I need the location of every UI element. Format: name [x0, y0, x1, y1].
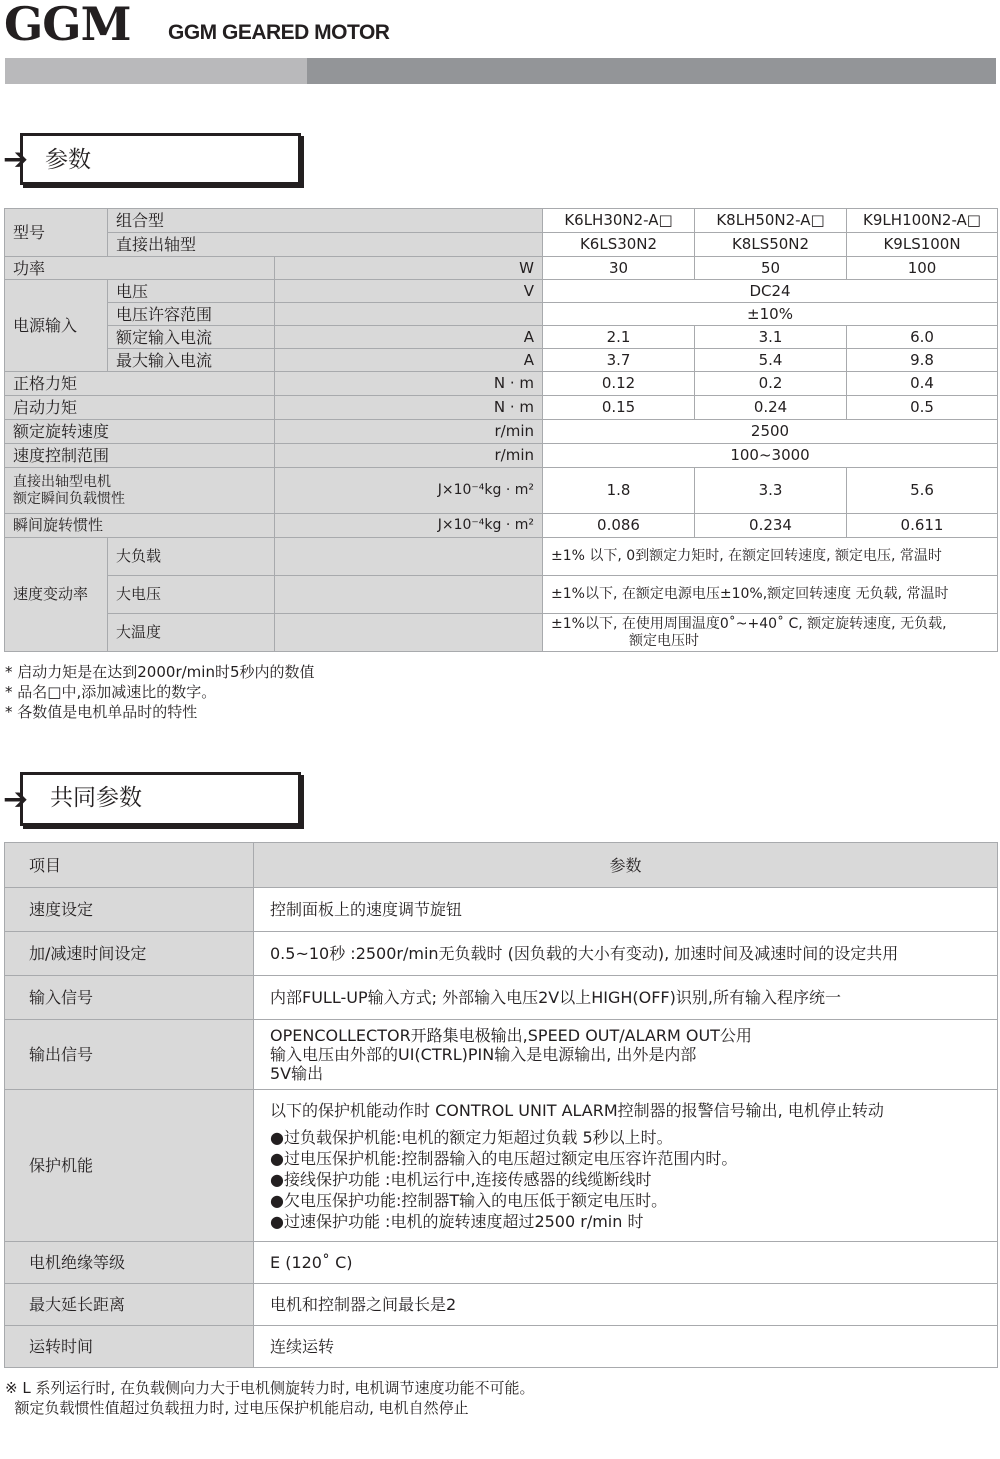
output-signal-line: 输入电压由外部的UI(CTRL)PIN输入是电源输出, 出外是内部	[270, 1045, 697, 1064]
speed-variation-label: 速度变动率	[5, 538, 108, 652]
table-row	[5, 1020, 998, 1090]
rotor-inertia-label: 瞬间旋转惯性	[5, 514, 275, 538]
start-torque-value: 0.24	[695, 396, 847, 420]
table-row	[5, 420, 998, 444]
section-title-common: 共同参数	[50, 785, 142, 811]
load-variation-label: 大负载	[108, 538, 275, 576]
header-param: 参数	[254, 843, 998, 888]
table-row	[5, 257, 998, 280]
load-variation-spacer	[275, 538, 543, 576]
temp-variation-line1: ±1%以下, 在使用周围温度0˚~+40˚ C, 额定旋转速度, 无负载,	[551, 615, 947, 632]
protection-item: ●过负载保护机能:电机的额定力矩超过负载 5秒以上时。	[270, 1127, 673, 1147]
voltage-value: DC24	[543, 280, 998, 303]
load-inertia-unit: J×10⁻⁴kg · m²	[275, 468, 543, 514]
rotor-inertia-unit: J×10⁻⁴kg · m²	[275, 514, 543, 538]
table-row	[5, 1284, 998, 1326]
table-row	[5, 932, 998, 976]
table-row	[5, 468, 998, 514]
rated-speed-label: 额定旋转速度	[5, 420, 275, 444]
note-line: 额定负载惯性值超过负载扭力时, 过电压保护机能启动, 电机自然停止	[5, 1399, 469, 1417]
table-row	[5, 1326, 998, 1368]
start-torque-value: 0.15	[543, 396, 695, 420]
voltage-unit: V	[275, 280, 543, 303]
load-variation-value: ±1% 以下, 0到额定力矩时, 在额定回转速度, 额定电压, 常温时	[543, 538, 998, 576]
output-signal-line: 5V输出	[270, 1064, 324, 1083]
table-row	[5, 396, 998, 420]
speed-range-unit: r/min	[275, 444, 543, 468]
table-row	[5, 1090, 998, 1242]
header-band-dark	[307, 58, 996, 84]
rated-torque-value: 0.2	[695, 372, 847, 396]
arrow-right-icon: ➔	[3, 782, 29, 817]
brand-title: GGM GEARED MOTOR	[168, 21, 390, 44]
speed-setting-value: 控制面板上的速度调节旋钮	[254, 888, 998, 932]
power-unit: W	[275, 257, 543, 280]
protection-value	[254, 1090, 998, 1242]
temp-variation-value	[543, 614, 998, 652]
table-row	[5, 538, 998, 576]
start-torque-unit: N · m	[275, 396, 543, 420]
table-row	[5, 303, 998, 326]
power-input-label: 电源输入	[5, 280, 108, 372]
combo-type-label: 组合型	[108, 209, 543, 233]
load-inertia-value: 3.3	[695, 468, 847, 514]
max-current-value: 3.7	[543, 349, 695, 372]
table-row	[5, 233, 998, 257]
speed-range-value: 100~3000	[543, 444, 998, 468]
output-signal-line: OPENCOLLECTOR开路集电极输出,SPEED OUT/ALARM OUT公用	[270, 1026, 752, 1045]
direct-model: K8LS50N2	[695, 233, 847, 257]
load-inertia-value: 5.6	[847, 468, 998, 514]
start-torque-value: 0.5	[847, 396, 998, 420]
combo-model: K9LH100N2-A□	[847, 209, 998, 233]
voltage-variation-value: ±1%以下, 在额定电源电压±10%,额定回转速度 无负载, 常温时	[543, 576, 998, 614]
rated-torque-label: 正格力矩	[5, 372, 275, 396]
rated-current-unit: A	[275, 326, 543, 349]
load-inertia-label-line1: 直接出轴型电机	[13, 473, 111, 490]
note-line: ※ L 系列运行时, 在负载侧向力大于电机侧旋转力时, 电机调节速度功能不可能。	[5, 1379, 535, 1397]
input-signal-label: 输入信号	[5, 976, 254, 1020]
rated-current-value: 3.1	[695, 326, 847, 349]
table-row	[5, 209, 998, 233]
table-row	[5, 280, 998, 303]
table-row	[5, 326, 998, 349]
voltage-variation-spacer	[275, 576, 543, 614]
max-current-value: 5.4	[695, 349, 847, 372]
tolerance-label: 电压许容范围	[108, 303, 275, 326]
power-value: 100	[847, 257, 998, 280]
protection-item: ●接线保护功能 :电机运行中,连接传感器的线缆断线时	[270, 1169, 652, 1189]
table-row	[5, 614, 998, 652]
combo-model: K8LH50N2-A□	[695, 209, 847, 233]
rated-torque-value: 0.4	[847, 372, 998, 396]
table-row	[5, 444, 998, 468]
power-value: 30	[543, 257, 695, 280]
protection-item: ●过电压保护机能:控制器输入的电压超过额定电压容许范围内时。	[270, 1148, 738, 1168]
rotor-inertia-value: 0.086	[543, 514, 695, 538]
voltage-variation-label: 大电压	[108, 576, 275, 614]
extension-value: 电机和控制器之间最长是2	[254, 1284, 998, 1326]
max-current-unit: A	[275, 349, 543, 372]
extension-label: 最大延长距离	[5, 1284, 254, 1326]
protection-item: ●过速保护功能 :电机的旋转速度超过2500 r/min 时	[270, 1211, 644, 1231]
protection-label: 保护机能	[5, 1090, 254, 1242]
note-line: * 各数值是电机单品时的特性	[5, 703, 198, 721]
load-inertia-label	[5, 468, 275, 514]
output-signal-value	[254, 1020, 998, 1090]
insulation-value: E (120˚ C)	[254, 1242, 998, 1284]
input-signal-value: 内部FULL-UP输入方式; 外部输入电压2V以上HIGH(OFF)识别,所有输入程序统一	[254, 976, 998, 1020]
start-torque-label: 启动力矩	[5, 396, 275, 420]
table-header-row	[5, 843, 998, 888]
note-line: * 启动力矩是在达到2000r/min时5秒内的数值	[5, 663, 315, 681]
rotor-inertia-value: 0.234	[695, 514, 847, 538]
protection-item: ●欠电压保护功能:控制器T输入的电压低于额定电压时。	[270, 1190, 668, 1210]
insulation-label: 电机绝缘等级	[5, 1242, 254, 1284]
rated-current-value: 2.1	[543, 326, 695, 349]
output-signal-label: 输出信号	[5, 1020, 254, 1090]
load-inertia-label-line2: 额定瞬间负载惯性	[13, 490, 125, 507]
accel-value: 0.5~10秒 :2500r/min无负载时 (因负载的大小有变动), 加速时间及减速时间的设定共用	[254, 932, 998, 976]
arrow-right-icon: ➔	[3, 142, 29, 177]
duty-label: 运转时间	[5, 1326, 254, 1368]
rated-torque-value: 0.12	[543, 372, 695, 396]
tolerance-value: ±10%	[543, 303, 998, 326]
temp-variation-label: 大温度	[108, 614, 275, 652]
table-row	[5, 976, 998, 1020]
tolerance-unit	[275, 303, 543, 326]
speed-range-label: 速度控制范围	[5, 444, 275, 468]
max-current-value: 9.8	[847, 349, 998, 372]
section-title-params: 参数	[45, 147, 91, 173]
rated-speed-value: 2500	[543, 420, 998, 444]
rated-current-value: 6.0	[847, 326, 998, 349]
rated-current-label: 额定输入电流	[108, 326, 275, 349]
common-notes	[5, 1378, 535, 1418]
load-inertia-value: 1.8	[543, 468, 695, 514]
power-label: 功率	[5, 257, 275, 280]
table-row	[5, 576, 998, 614]
temp-variation-spacer	[275, 614, 543, 652]
table-row	[5, 514, 998, 538]
table-row	[5, 1242, 998, 1284]
common-params-table	[4, 842, 998, 1368]
brand-logo: GGM	[4, 0, 131, 51]
table-row	[5, 349, 998, 372]
spec-table	[4, 208, 998, 652]
direct-type-label: 直接出轴型	[108, 233, 543, 257]
duty-value: 连续运转	[254, 1326, 998, 1368]
header-band-light	[5, 58, 307, 84]
table-row	[5, 372, 998, 396]
rotor-inertia-value: 0.611	[847, 514, 998, 538]
power-value: 50	[695, 257, 847, 280]
table-row	[5, 888, 998, 932]
max-current-label: 最大输入电流	[108, 349, 275, 372]
direct-model: K6LS30N2	[543, 233, 695, 257]
temp-variation-line2: 额定电压时	[629, 632, 700, 649]
voltage-label: 电压	[108, 280, 275, 303]
rated-speed-unit: r/min	[275, 420, 543, 444]
note-line: * 品名□中,添加减速比的数字。	[5, 683, 217, 701]
speed-setting-label: 速度设定	[5, 888, 254, 932]
accel-label: 加/减速时间设定	[5, 932, 254, 976]
model-label: 型号	[5, 209, 108, 257]
protection-intro: 以下的保护机能动作时 CONTROL UNIT ALARM控制器的报警信号输出, 电机停止转动	[270, 1100, 884, 1120]
combo-model: K6LH30N2-A□	[543, 209, 695, 233]
rated-torque-unit: N · m	[275, 372, 543, 396]
direct-model: K9LS100N	[847, 233, 998, 257]
spec-notes	[5, 662, 315, 722]
header-item: 项目	[5, 843, 254, 888]
